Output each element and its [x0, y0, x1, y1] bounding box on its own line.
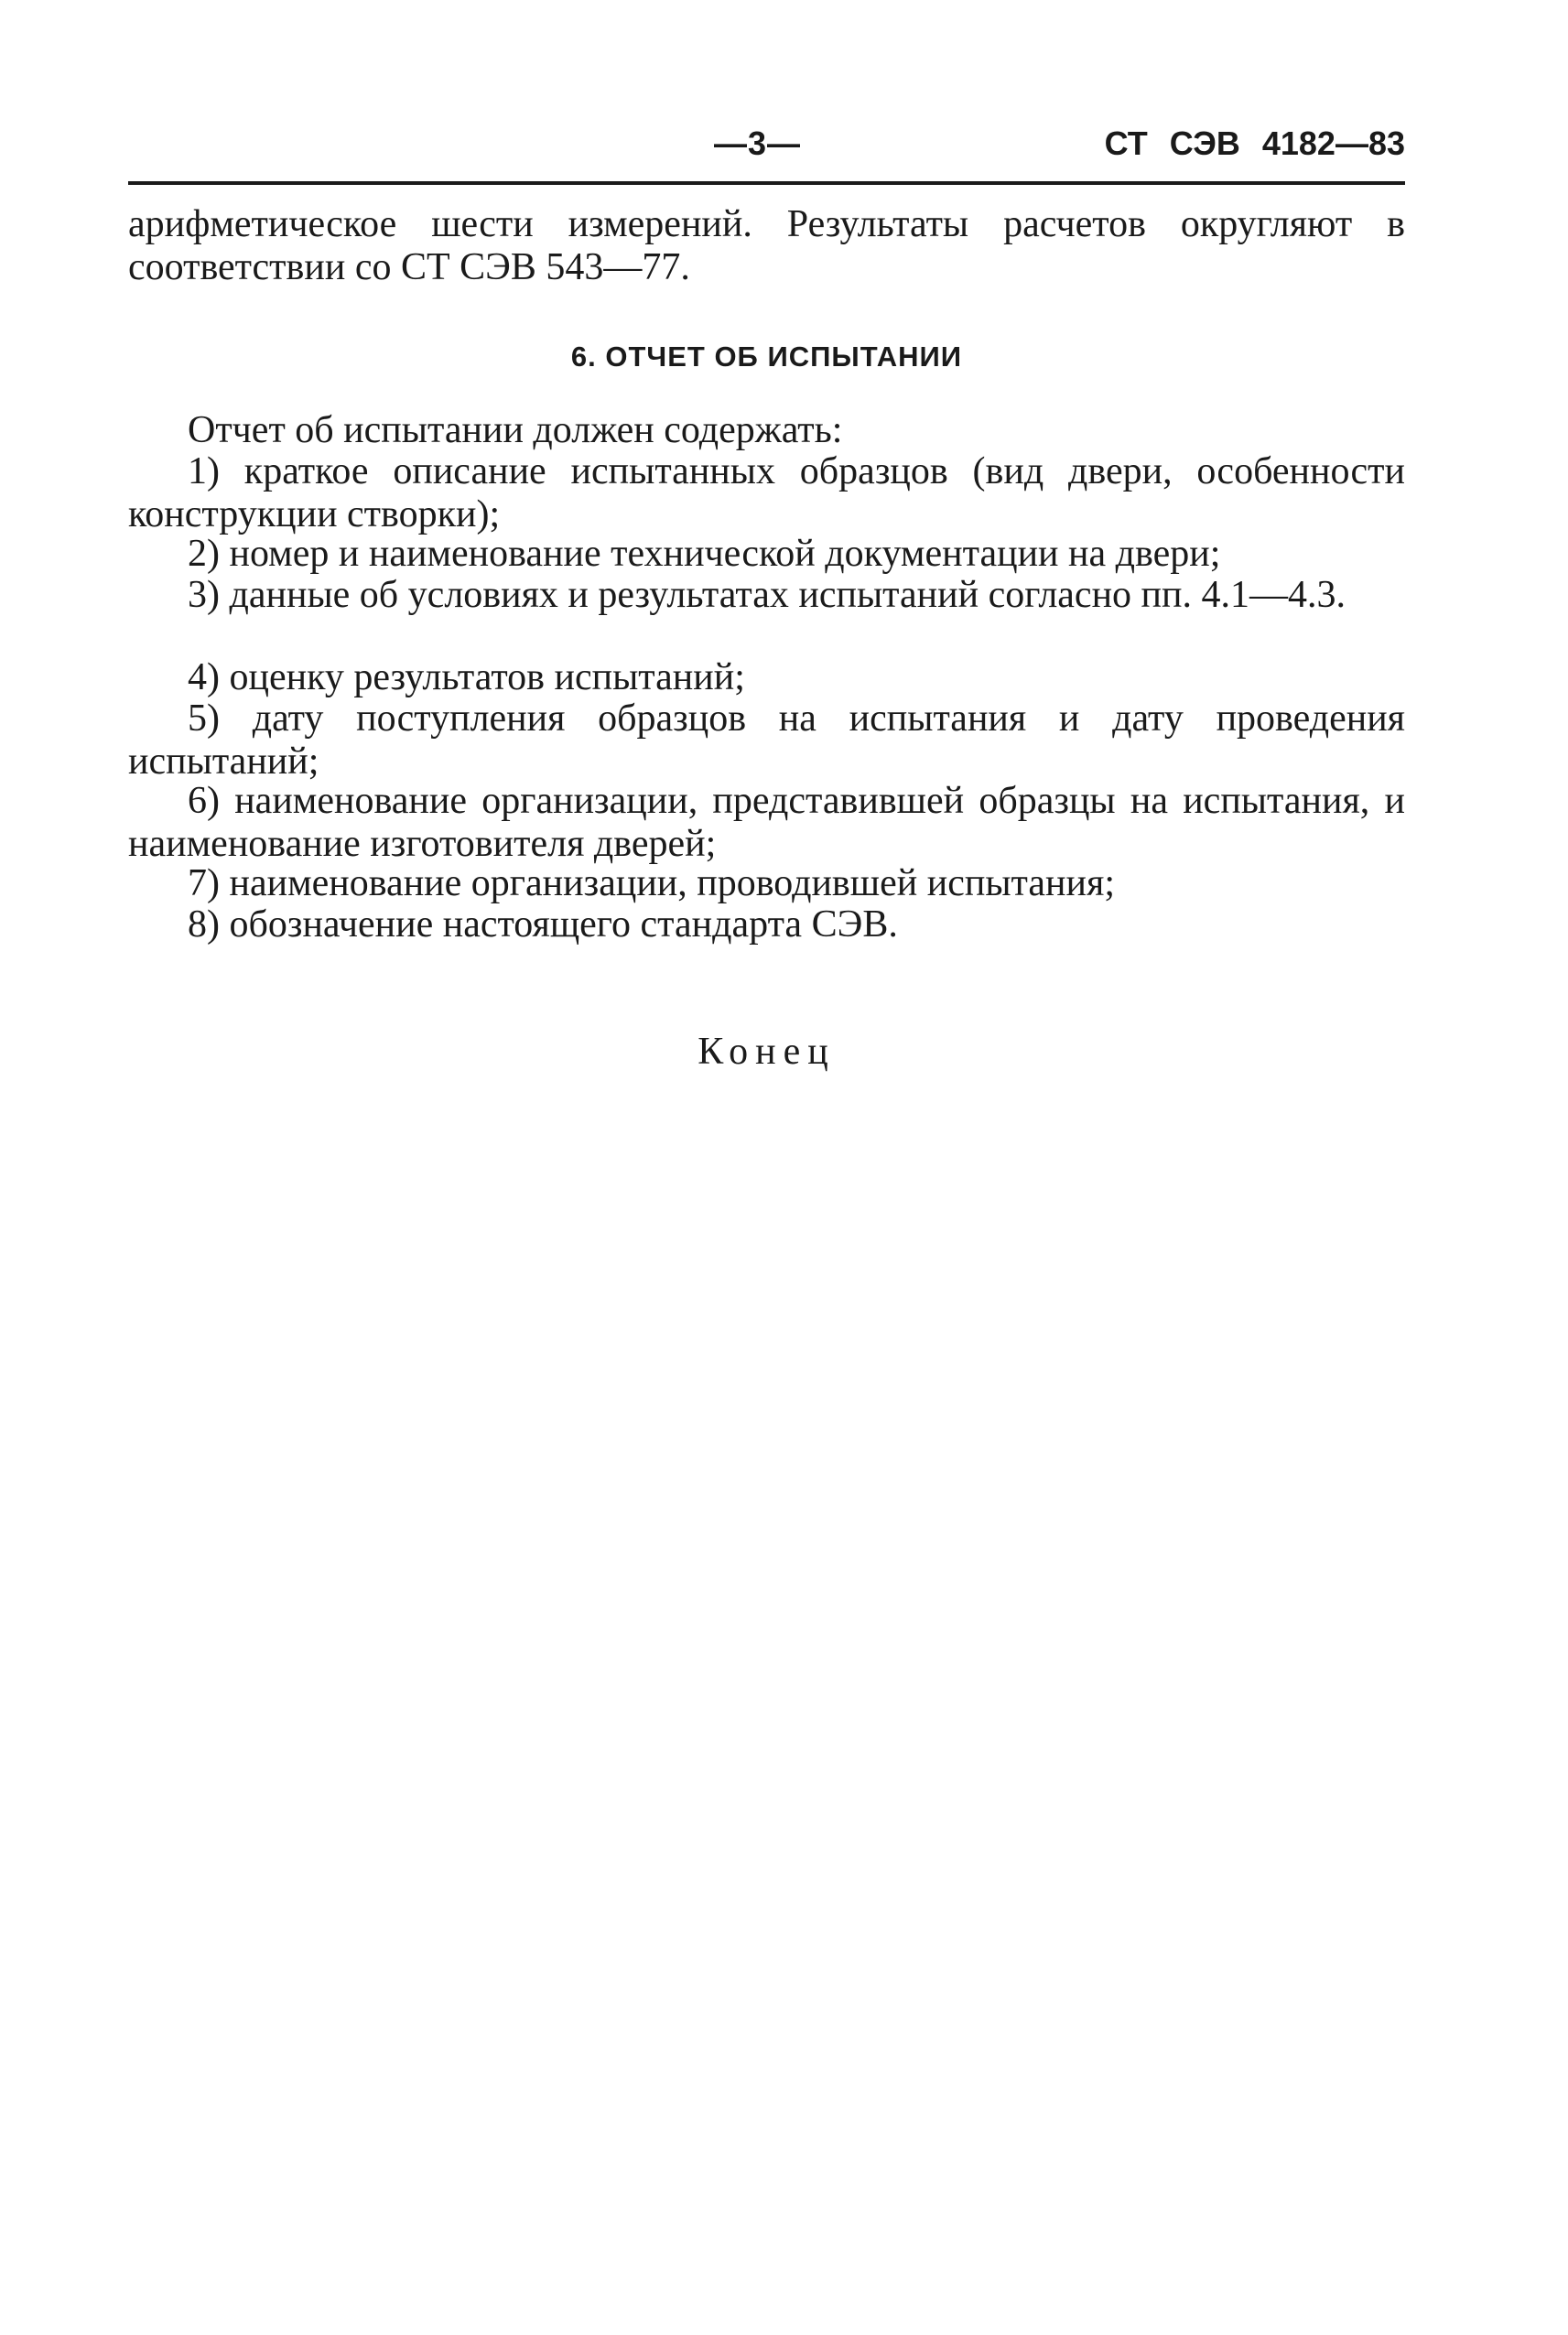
list-item: 7) наименование организации, проводившей испытания; [188, 862, 1115, 904]
section-title: 6. ОТЧЕТ ОБ ИСПЫТАНИИ [570, 341, 963, 373]
end-mark: Конец [697, 1031, 836, 1073]
list-item: 4) оценку результатов испытаний; [188, 656, 745, 698]
list-item: 2) номер и наименование технической документации на двери; [188, 533, 1221, 575]
page-number: —3— [714, 124, 802, 162]
standard-code: СТ СЭВ 4182—83 [1104, 124, 1405, 162]
list-item: 1) краткое описание испытанных образцов (вид двери, особенности конструкции створки); [128, 450, 1405, 535]
list-item: 3) данные об условиях и результатах испытаний согласно пп. 4.1—4.3. [188, 574, 1346, 616]
list-item: 6) наименование организации, представившей образцы на испытания, и наименование изготовителя дверей; [128, 780, 1405, 865]
list-item: 8) обозначение настоящего стандарта СЭВ. [188, 903, 898, 946]
section-lead: Отчет об испытании должен содержать: [188, 409, 843, 451]
intro-paragraph: арифметическое шести измерений. Результаты расчетов округляют в соответствии со СТ СЭВ 543—77. [128, 203, 1405, 288]
list-item: 5) дату поступления образцов на испытания и дату проведения испытаний; [128, 697, 1405, 783]
page-header [128, 124, 1405, 179]
header-divider [128, 181, 1405, 185]
